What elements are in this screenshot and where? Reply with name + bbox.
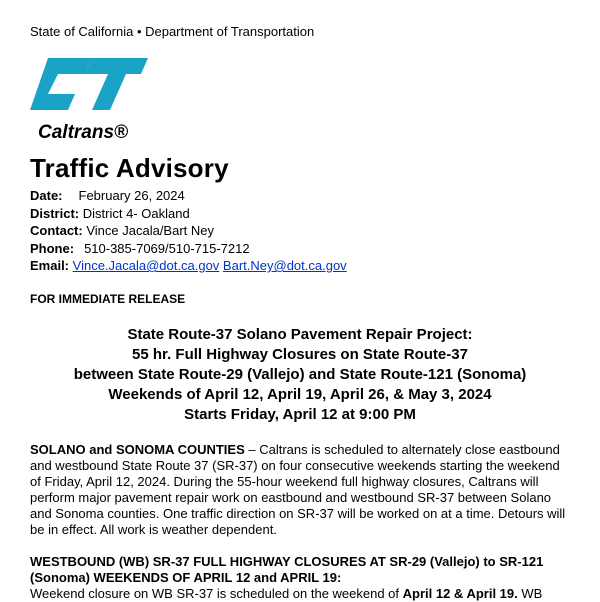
district-label: District: bbox=[30, 205, 80, 221]
date-value: February 26, 2024 bbox=[78, 188, 185, 203]
headline-line: State Route-37 Solano Pavement Repair Project: bbox=[127, 326, 473, 343]
caltrans-logo bbox=[30, 52, 150, 152]
release-notice: FOR IMMEDIATE RELEASE bbox=[30, 292, 186, 306]
contact-label: Contact: bbox=[30, 223, 83, 238]
westbound-text-start: Weekend closure on WB SR-37 is scheduled on the weekend of bbox=[30, 586, 403, 601]
email-label: Email: bbox=[30, 258, 70, 273]
headline-line: Starts Friday, April 12 at 9:00 PM bbox=[184, 406, 416, 423]
westbound-dates: April 12 & April 19. bbox=[402, 586, 518, 601]
phone-label: Phone: bbox=[30, 240, 75, 256]
headline-line: between State Route-29 (Vallejo) and State Route-121 (Sonoma) bbox=[73, 366, 527, 383]
headline-line: Weekends of April 12, April 19, April 26, & May 3, 2024 bbox=[108, 386, 492, 403]
email-link-ney[interactable]: Bart.Ney@dot.ca.gov bbox=[222, 258, 347, 273]
westbound-text-end: WB bbox=[517, 586, 543, 601]
contact-block bbox=[30, 187, 347, 275]
intro-body: – Caltrans is scheduled to alternately close eastbound and westbound State Route 37 (SR-37) on four consecutive weekends starting the weekend of Friday, April 12, 2024. During the 55-hour weekend full highway closures, Caltrans will perform major pavement repair work on eastbound and westbound SR-37 between Solano and Sonoma counties. One traffic direction on SR-37 will be worked on at a time. Detours will be in effect. All work is weather dependent. bbox=[30, 442, 566, 537]
caltrans-wordmark: Caltrans® bbox=[38, 122, 129, 143]
caltrans-ct-icon bbox=[30, 52, 150, 152]
phone-value: 510-385-7069/510-715-7212 bbox=[84, 240, 250, 256]
headline-block bbox=[30, 325, 570, 425]
intro-lead: SOLANO and SONOMA COUNTIES bbox=[30, 442, 245, 457]
district-value: District 4- Oakland bbox=[82, 205, 190, 221]
date-label: Date: bbox=[30, 188, 63, 203]
email-link-jacala[interactable]: Vince.Jacala@dot.ca.gov bbox=[72, 258, 220, 273]
page-title: Traffic Advisory bbox=[30, 153, 229, 183]
westbound-heading: WESTBOUND (WB) SR-37 FULL HIGHWAY CLOSURES AT SR-29 (Vallejo) to SR-121 (Sonoma) WEEKENDS OF APRIL 12 and APRIL 19: bbox=[30, 554, 544, 585]
intro-paragraph bbox=[30, 442, 570, 538]
agency-header: State of California • Department of Transportation bbox=[30, 24, 315, 39]
contact-value: Vince Jacala/Bart Ney bbox=[86, 223, 215, 238]
headline-line: 55 hr. Full Highway Closures on State Route-37 bbox=[132, 346, 468, 363]
